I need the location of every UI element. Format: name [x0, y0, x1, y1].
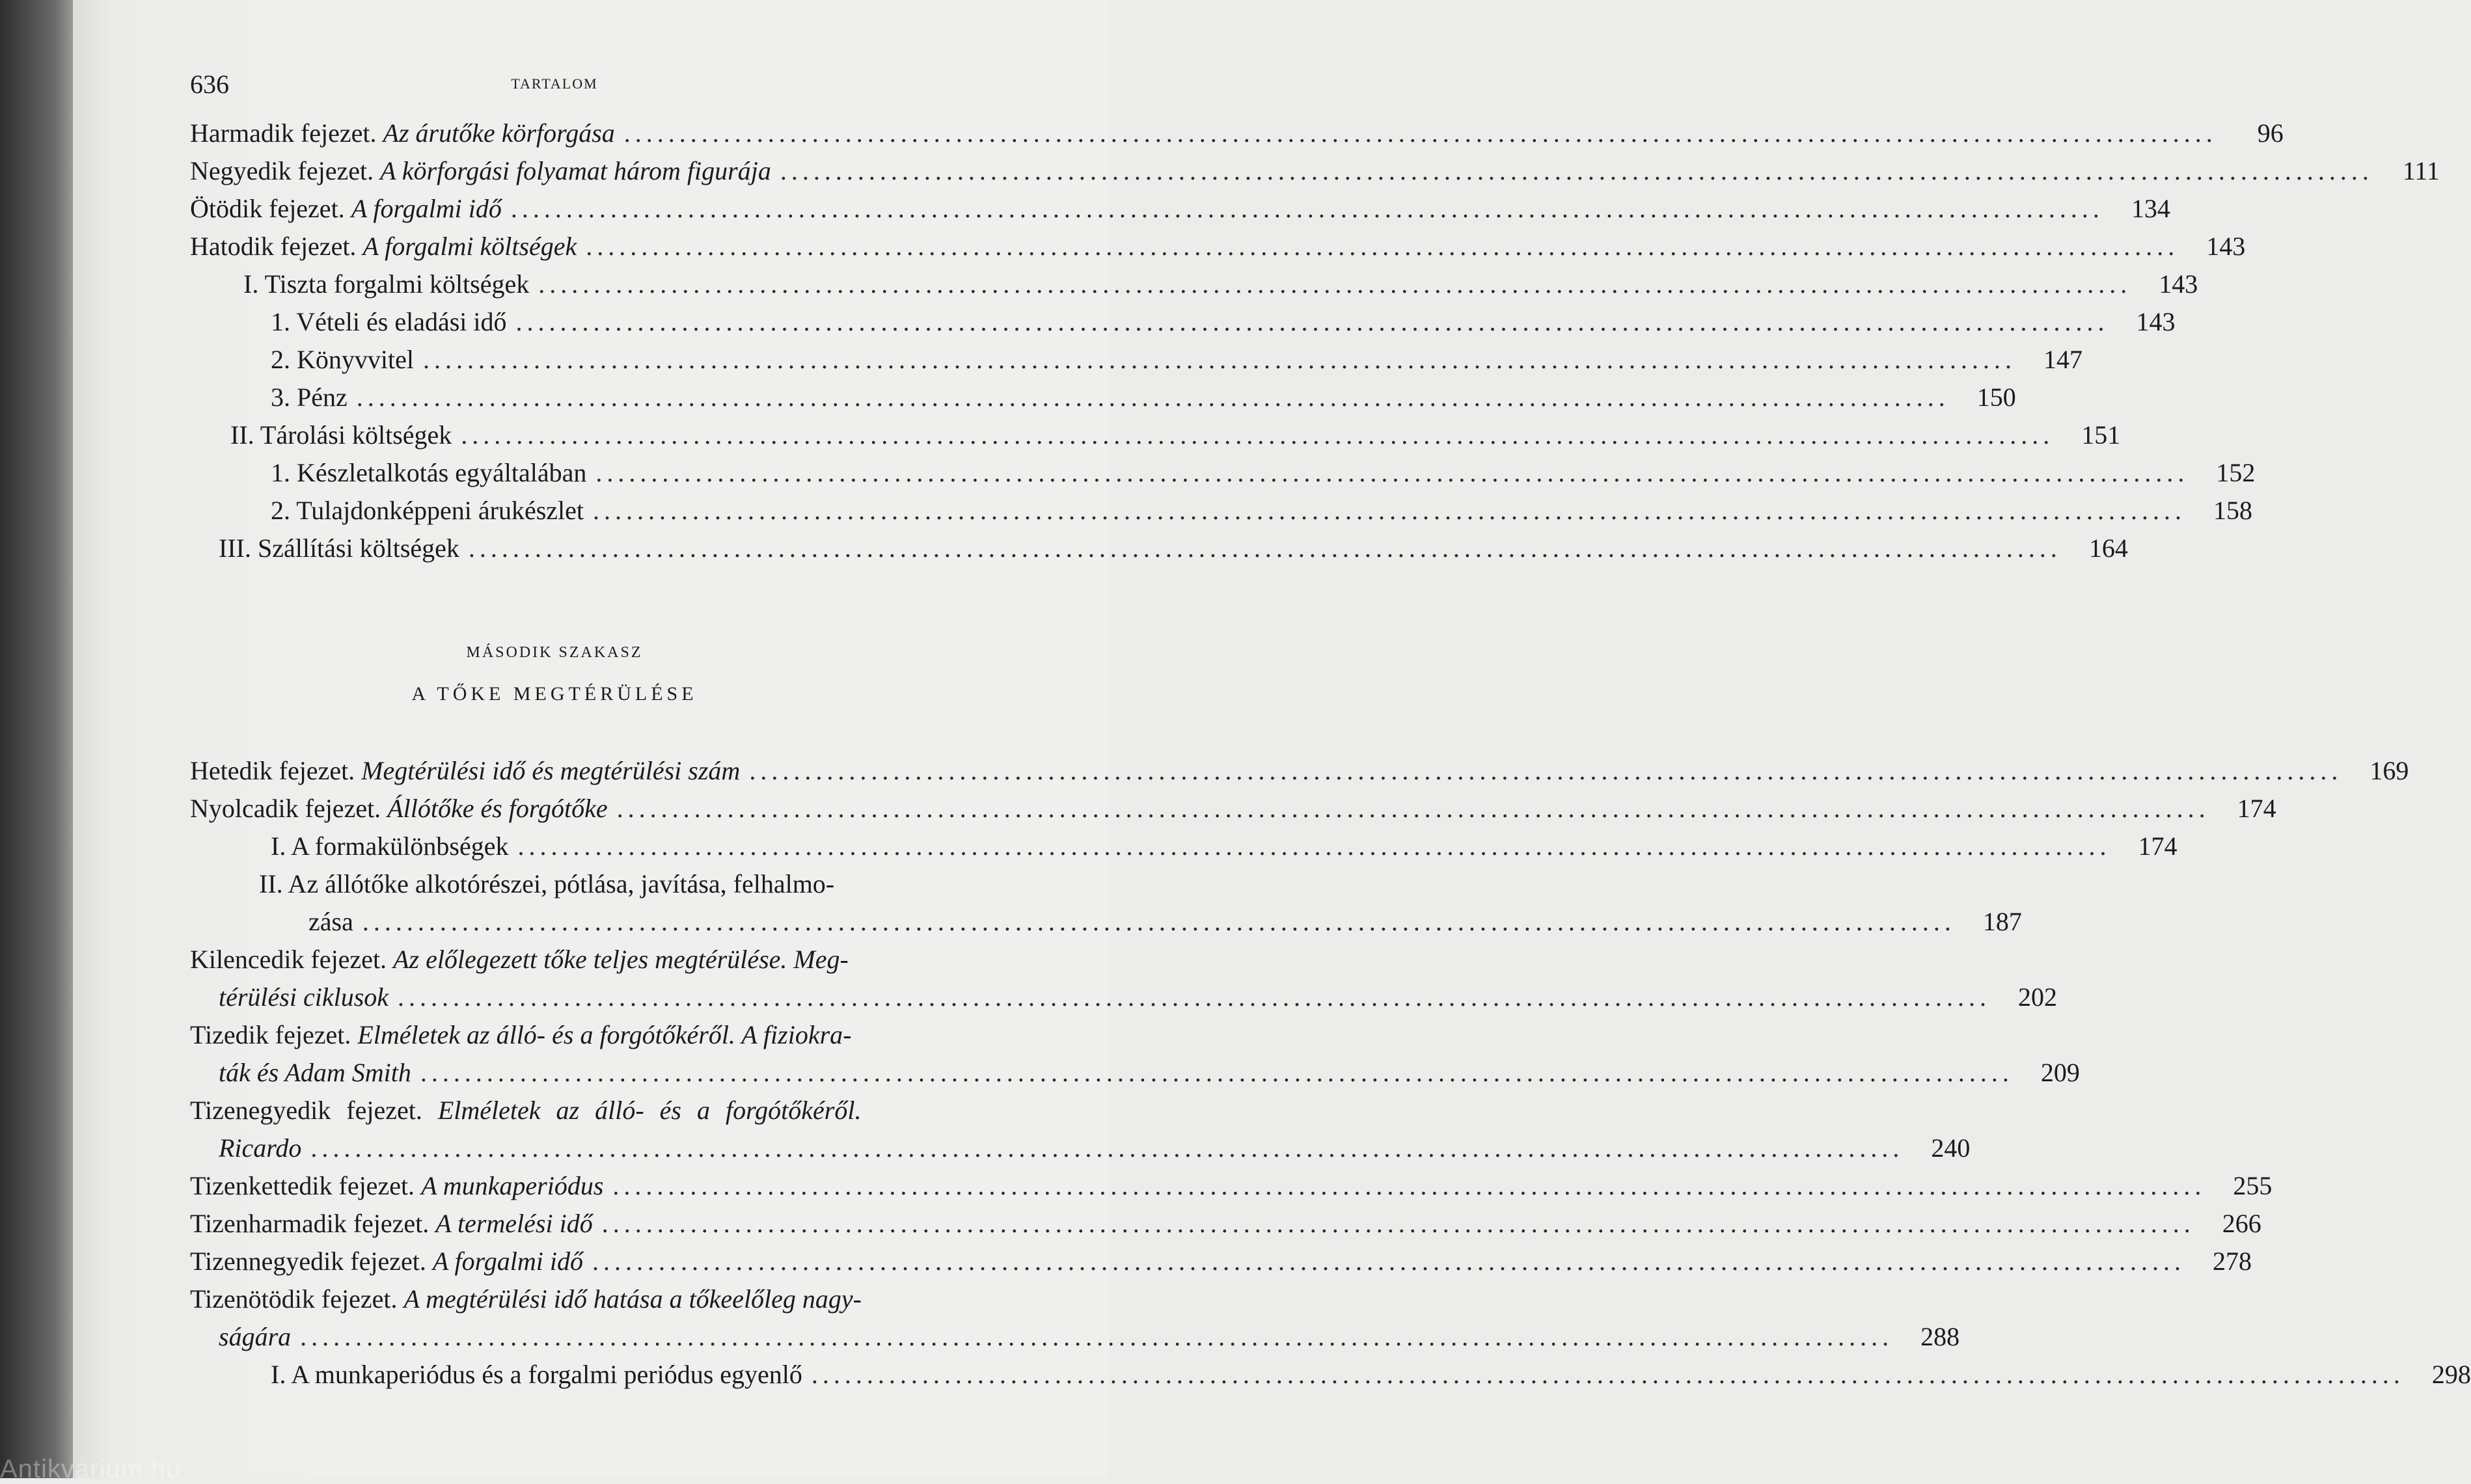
- entry-page: 143: [2206, 232, 2246, 261]
- dot-leader: ................................................................................................................................................: [601, 1209, 2195, 1238]
- toc-subentry-veteli: [271, 306, 2176, 338]
- entry-label: II. Tárolási költségek: [230, 420, 452, 450]
- toc-entry-tizedik: [219, 1057, 2080, 1088]
- entry-page: 147: [2043, 345, 2082, 374]
- entry-title: A forgalmi idő: [351, 194, 502, 223]
- entry-label: 2. Könyvvitel: [271, 345, 414, 374]
- dot-leader: ................................................................................................................................................: [356, 383, 1950, 412]
- dot-leader: ................................................................................................................................................: [592, 1247, 2185, 1276]
- toc-entry-nyolcadik: [190, 793, 2276, 824]
- dot-leader: ................................................................................................................................................: [612, 1171, 2206, 1200]
- toc-entry-kilencedik: [219, 982, 2058, 1013]
- entry-page: 169: [2369, 756, 2409, 785]
- toc-subentry-penz: [271, 382, 2016, 413]
- dot-leader: ................................................................................................................................................: [616, 794, 2210, 823]
- entry-label: I. A formakülönbségek: [271, 831, 509, 861]
- entry-label: Nyolcadik fejezet.: [190, 794, 388, 823]
- entry-label: Harmadik fejezet.: [190, 118, 383, 148]
- entry-page: 209: [2040, 1058, 2080, 1087]
- entry-label: Tizenharmadik fejezet.: [190, 1209, 436, 1238]
- entry-page: 143: [2136, 307, 2176, 336]
- entry-first-line: Tizenegyedik fejezet. Elméletek az álló- és a forgótőkéről.: [190, 1096, 862, 1125]
- entry-title: Megtérülési idő és megtérülési szám: [361, 756, 741, 785]
- entry-page: 266: [2222, 1209, 2261, 1238]
- entry-page: 187: [1982, 907, 2022, 936]
- entry-page: 174: [2237, 794, 2276, 823]
- entry-label: I. A munkaperiódus és a forgalmi periódus egyenlő: [271, 1360, 802, 1389]
- toc-entry-tizenegyedik: [219, 1133, 1971, 1164]
- entry-title: A forgalmi költségek: [362, 232, 577, 261]
- entry-label: III. Szállítási költségek: [219, 533, 459, 563]
- entry-first-line: Kilencedik fejezet. Az előlegezett tőke teljes megtérülése. Meg-: [190, 945, 849, 974]
- toc-subentry-konyvvitel: [271, 344, 2082, 375]
- dot-leader: ................................................................................................................................................: [398, 982, 1991, 1012]
- entry-first-line: II. Az állótőke alkotórészei, pótlása, javítása, felhalmo-: [259, 869, 835, 898]
- entry-label: 1. Vételi és eladási idő: [271, 307, 507, 336]
- toc-entry-harmadik: [190, 118, 2284, 149]
- toc-entry-negyedik: [190, 155, 2440, 187]
- entry-first-line: Tizedik fejezet. Elméletek az álló- és a forgótőkéről. A fiziokra-: [190, 1020, 852, 1049]
- toc-entry-otodik: [190, 193, 2170, 224]
- toc-subentry-formakulonbsegek: [271, 831, 2177, 862]
- dot-leader: ................................................................................................................................................: [515, 307, 2109, 336]
- entry-page: 96: [2257, 118, 2284, 148]
- dot-leader: ................................................................................................................................................: [623, 118, 2217, 148]
- entry-label: Hetedik fejezet.: [190, 756, 362, 785]
- toc-subentry-keszletalkotas: [271, 457, 2256, 489]
- page-number: 636: [190, 70, 229, 99]
- dot-leader: ................................................................................................................................................: [468, 533, 2062, 563]
- dot-leader: ................................................................................................................................................: [780, 156, 2373, 185]
- running-head: TARTALOM: [511, 75, 598, 92]
- entry-label: I. Tiszta forgalmi költségek: [243, 269, 530, 299]
- entry-title: ságára: [219, 1322, 292, 1351]
- entry-page: 240: [1931, 1133, 1971, 1163]
- dot-leader: ................................................................................................................................................: [586, 232, 2179, 261]
- entry-label: Hatodik fejezet.: [190, 232, 363, 261]
- toc-subentry-szallitasi: [219, 533, 2128, 564]
- toc-entry-tizenharmadik: [190, 1208, 2261, 1239]
- watermark: Antikvarium.hu: [0, 1455, 182, 1483]
- entry-label: zása: [308, 907, 353, 936]
- entry-title: Ricardo: [219, 1133, 302, 1163]
- entry-page: 255: [2233, 1171, 2273, 1200]
- entry-page: 111: [2402, 156, 2440, 185]
- toc-entry-tizenkettedik: [190, 1170, 2273, 1202]
- toc-subentry-munkaperiodus-egyenlo: [271, 1359, 2471, 1390]
- entry-label: 3. Pénz: [271, 383, 348, 412]
- toc-subentry-tiszta: [243, 269, 2198, 300]
- entry-title: Állótőke és forgótőke: [387, 794, 608, 823]
- entry-title: A termelési idő: [435, 1209, 593, 1238]
- dot-leader: ................................................................................................................................................: [420, 1058, 2014, 1087]
- dot-leader: ................................................................................................................................................: [422, 345, 2016, 374]
- entry-label: 1. Készletalkotás egyáltalában: [271, 458, 587, 487]
- entry-label: Negyedik fejezet.: [190, 156, 381, 185]
- entry-title: ták és Adam Smith: [219, 1058, 411, 1087]
- toc-entry-hatodik: [190, 231, 2246, 262]
- entry-title: A körforgási folyamat három figurája: [380, 156, 771, 185]
- entry-page: 174: [2138, 831, 2177, 861]
- entry-page: 150: [1976, 383, 2016, 412]
- toc-entry-tizenotodik: [219, 1321, 1960, 1353]
- entry-page: 298: [2431, 1360, 2471, 1389]
- entry-page: 143: [2159, 269, 2198, 299]
- entry-title: A forgalmi idő: [432, 1247, 583, 1276]
- entry-page: 202: [2018, 982, 2058, 1012]
- section-kicker: MÁSODIK SZAKASZ: [466, 644, 643, 661]
- dot-leader: ................................................................................................................................................: [595, 458, 2189, 487]
- entry-label: Ötödik fejezet.: [190, 194, 351, 223]
- entry-page: 134: [2131, 194, 2170, 223]
- entry-page: 152: [2216, 458, 2256, 487]
- toc-subentry-tarolasi: [230, 420, 2121, 451]
- toc-entry-hetedik: [190, 755, 2409, 787]
- dot-leader: ................................................................................................................................................: [310, 1133, 1904, 1163]
- dot-leader: ................................................................................................................................................: [362, 907, 1956, 936]
- dot-leader: ................................................................................................................................................: [461, 420, 2055, 450]
- entry-title: térülési ciklusok: [219, 982, 389, 1012]
- dot-leader: ................................................................................................................................................: [811, 1360, 2405, 1389]
- entry-page: 151: [2081, 420, 2121, 450]
- dot-leader: ................................................................................................................................................: [538, 269, 2132, 299]
- dot-leader: ................................................................................................................................................: [510, 194, 2104, 223]
- dot-leader: ................................................................................................................................................: [300, 1322, 1894, 1351]
- entry-page: 164: [2088, 533, 2128, 563]
- section-title: A TŐKE MEGTÉRÜLÉSE: [411, 683, 698, 705]
- dot-leader: ................................................................................................................................................: [593, 496, 2187, 525]
- toc-subentry-allotoke-alkotoreszei: [308, 906, 2022, 938]
- entry-label: Tizennegyedik fejezet.: [190, 1247, 433, 1276]
- entry-title: Az árutőke körforgása: [383, 118, 615, 148]
- toc-entry-tizennegyedik: [190, 1246, 2252, 1277]
- entry-page: 288: [1920, 1322, 1960, 1351]
- entry-first-line: Tizenötödik fejezet. A megtérülési idő hatása a tőkeelőleg nagy-: [190, 1284, 862, 1314]
- entry-page: 278: [2212, 1247, 2252, 1276]
- entry-label: Tizenkettedik fejezet.: [190, 1171, 422, 1200]
- dot-leader: ................................................................................................................................................: [749, 756, 2343, 785]
- entry-page: 158: [2213, 496, 2253, 525]
- entry-title: A munkaperiódus: [421, 1171, 604, 1200]
- dot-leader: ................................................................................................................................................: [517, 831, 2111, 861]
- entry-label: 2. Tulajdonképpeni árukészlet: [271, 496, 584, 525]
- toc-subentry-arukeszlet: [271, 495, 2253, 526]
